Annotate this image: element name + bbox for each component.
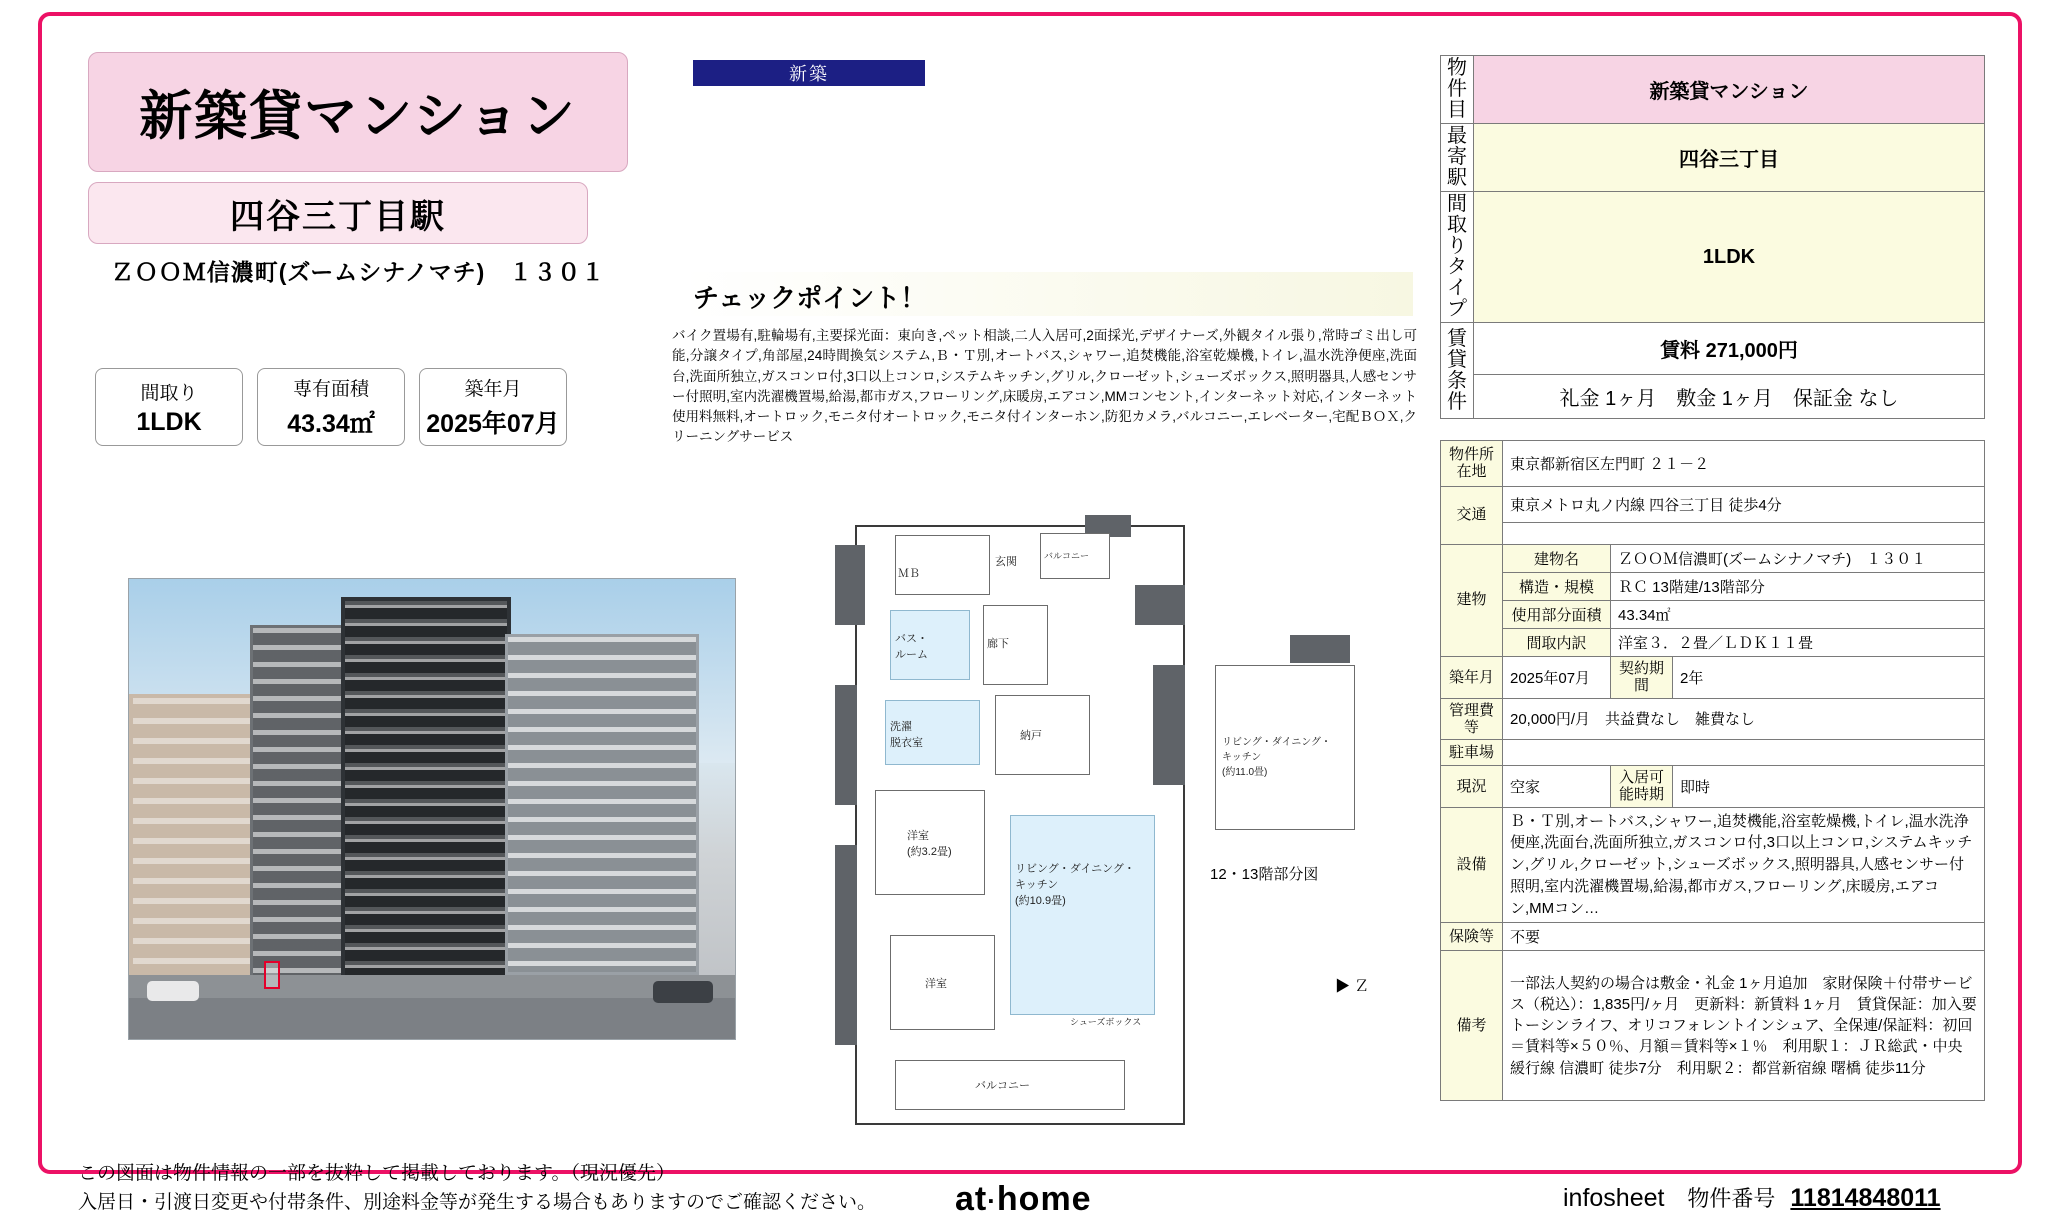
detail-term: 2年 [1673, 657, 1985, 699]
detail-row-insurance [1441, 923, 1985, 951]
detail-area: 43.34㎡ [1611, 601, 1985, 629]
detail-label-transport: 交通 [1441, 487, 1503, 545]
summary-row-station [1441, 124, 1985, 192]
summary-row-type [1441, 192, 1985, 323]
athome-logo: at·home [955, 1180, 1092, 1218]
spec-builtdate-label: 築年月 [464, 379, 522, 400]
floorplan-sub-label-ldk: リビング・ダイニング・ キッチン (約11.0畳) [1222, 737, 1331, 778]
property-no-label: 物件番号 [1687, 1186, 1776, 1211]
detail-label-building: 建物 [1441, 545, 1503, 657]
detail-label-equipment: 設備 [1441, 807, 1503, 923]
station-text: 四谷三丁目駅 [230, 197, 446, 236]
detail-label-built: 築年月 [1441, 657, 1503, 699]
detail-row-address [1441, 441, 1985, 487]
floorplan-shaft-c [835, 845, 857, 1045]
detail-row-notes [1441, 951, 1985, 1101]
floorplan-label-washroom: 洗濯 脱衣室 [890, 721, 923, 749]
photo-car-left [147, 981, 199, 1001]
floorplan-sub-shaft [1290, 635, 1350, 663]
left-header [88, 52, 628, 285]
detail-equipment: Ｂ・Ｔ別,オートバス,シャワー,追焚機能,浴室乾燥機,トイレ,温水洗浄便座,洗面台,洗面所独立,ガスコンロ付,3口以上コンロ,システムキッチン,グリル,クローゼット,シューズボックス,照明器具,人感センサー付照明,室内洗濯機置場,給湯,都市ガス,フローリング,床暖房,エアコン,MMコン… [1503, 807, 1985, 923]
detail-notes: 一部法人契約の場合は敷金・礼金 1ヶ月追加 家財保険＋付帯サービス（税込）：1,835円/ヶ月 更新料：新賃料 1ヶ月 賃貸保証：加入要 トーシンライフ、オリコフォレントインシュア、全保連/保証料：初回＝賃料等×５０％、月額＝賃料等×１％ 利用駅１：ＪＲ総武・中央緩行線 信濃町 徒歩7分 利用駅２：都営新宿線 曙橋 徒歩11分 [1503, 951, 1985, 1101]
exterior-photo [128, 578, 736, 1040]
detail-label-area: 使用部分面積 [1503, 601, 1611, 629]
spec-builtdate-value: 2025年07月 [426, 410, 560, 438]
floorplan-compass: ▶ Ｚ [1335, 978, 1370, 995]
detail-bldgname: ＺＯＯＭ信濃町(ズームシナノマチ) １３０１ [1611, 545, 1985, 573]
detail-row-status [1441, 766, 1985, 808]
detail-transport-extra [1503, 523, 1985, 545]
summary-layout-type: 1LDK [1474, 192, 1985, 323]
detail-built: 2025年07月 [1503, 657, 1611, 699]
summary-label-station: 最寄駅 [1441, 124, 1474, 192]
detail-label-notes: 備考 [1441, 951, 1503, 1101]
detail-row-equipment [1441, 807, 1985, 923]
photo-building-midleft [250, 625, 347, 984]
building-name: ＺＯＯＭ信濃町(ズームシナノマチ) １３０１ [110, 259, 606, 285]
infosheet-label: infosheet [1563, 1184, 1665, 1212]
floorplan-label-ldk: リビング・ダイニング・ キッチン (約10.9畳) [1015, 863, 1135, 907]
spec-layout [95, 368, 243, 446]
detail-row-transport [1441, 487, 1985, 523]
floorplan-ldk [1010, 815, 1155, 1015]
floorplan [835, 515, 1410, 1130]
summary-conditions: 礼金 1ヶ月 敷金 1ヶ月 保証金 なし [1474, 375, 1985, 419]
photo-road [129, 998, 735, 1039]
summary-table [1440, 55, 1985, 419]
detail-label-insurance: 保険等 [1441, 923, 1503, 951]
summary-station: 四谷三丁目 [1474, 124, 1985, 192]
summary-label-item: 物件目 [1441, 56, 1474, 124]
detail-row-area [1441, 601, 1985, 629]
summary-row-rent [1441, 323, 1985, 375]
floorplan-label-mb: ＭＢ [898, 568, 920, 580]
spec-layout-label: 間取り [140, 382, 198, 404]
spec-area-value: 43.34㎡ [287, 410, 375, 438]
summary-label-type: 間取りタイプ [1441, 192, 1474, 323]
detail-mgmtfee: 20,000円/月 共益費なし 雑費なし [1503, 698, 1985, 740]
checkpoint-body: バイク置場有,駐輪場有,主要採光面：東向き,ペット相談,二人入居可,2面採光,デザイナーズ,外観タイル張り,常時ゴミ出し可能,分譲タイプ,角部屋,24時間換気システム,Ｂ・Ｔ別,オートバス,シャワー,追焚機能,浴室乾燥機,トイレ,温水洗浄便座,洗面台,洗面所独立,ガスコンロ付,3口以上コンロ,システムキッチン,グリル,クローゼット,シューズボックス,照明器具,人感センサー付照明,室内洗濯機置場,給湯,都市ガス,フローリング,床暖房,エアコン,MMコンセント,インターネット対応,インターネット使用料無料,オートロック,モニタ付オートロック,モニタ付インターホン,防犯カメラ,バルコニー,エレベーター,宅配ＢＯＸ,クリーニングサービス [672, 328, 1417, 445]
detail-insurance: 不要 [1503, 923, 1985, 951]
spec-area-label: 専有面積 [292, 379, 369, 400]
new-badge: 新築 [693, 60, 925, 86]
detail-label-address: 物件所在地 [1441, 441, 1503, 487]
photo-building-right [505, 634, 699, 974]
station-box [88, 182, 588, 244]
floorplan-label-storage: 納戸 [1020, 730, 1042, 742]
floorplan-shaft-a [835, 545, 865, 625]
property-no-value: 11814848011 [1790, 1184, 1941, 1212]
detail-row-building-name [1441, 545, 1985, 573]
detail-available: 即時 [1673, 766, 1985, 808]
detail-address: 東京都新宿区左門町 ２１－２ [1503, 441, 1985, 487]
footer-infosheet [1563, 1182, 1941, 1213]
summary-rent: 賃料 271,000円 [1474, 323, 1985, 375]
floorplan-label-bath: バス・ ルーム [895, 633, 928, 661]
detail-row-parking [1441, 740, 1985, 766]
floorplan-label-balcony-top: バルコニー [1044, 551, 1090, 561]
photo-building-left [129, 694, 256, 979]
summary-title: 新築貸マンション [1474, 56, 1985, 124]
detail-transport: 東京メトロ丸ノ内線 四谷三丁目 徒歩4分 [1503, 487, 1985, 523]
photo-building-main [341, 597, 511, 983]
checkpoint-title: チェックポイント！ [693, 283, 927, 313]
floorplan-label-shoebox: シューズボックス [1070, 1017, 1142, 1027]
spec-area [257, 368, 405, 446]
detail-structure: ＲＣ 13階建/13階部分 [1611, 573, 1985, 601]
spec-layout-value: 1LDK [136, 407, 202, 436]
floorplan-label-corridor: 廊下 [987, 638, 1009, 650]
floorplan-label-balcony-bottom: バルコニー [975, 1080, 1030, 1092]
detail-status: 空家 [1503, 766, 1611, 808]
floorplan-caption: 12・13階部分図 [1210, 866, 1319, 883]
detail-label-parking: 駐車場 [1441, 740, 1503, 766]
photo-location-marker [264, 961, 280, 989]
detail-label-layoutbreak: 間取内訳 [1503, 629, 1611, 657]
detail-row-built [1441, 657, 1985, 699]
headline-box [88, 52, 628, 172]
detail-label-term: 契約期間 [1611, 657, 1673, 699]
detail-label-status: 現況 [1441, 766, 1503, 808]
detail-row-structure [1441, 573, 1985, 601]
floorplan-label-room-west: 洋室 (約3.2畳) [907, 830, 952, 858]
floorplan-shaft-d [1135, 585, 1185, 625]
detail-row-layoutbreak [1441, 629, 1985, 657]
photo-car-right [653, 981, 713, 1003]
detail-label-available: 入居可能時期 [1611, 766, 1673, 808]
detail-row-transport-blank [1441, 523, 1985, 545]
floorplan-label-room-south: 洋室 [925, 978, 947, 990]
compass-letter: Ｚ [1354, 978, 1370, 995]
floorplan-sub-diagram [1210, 635, 1385, 855]
detail-label-bldgname: 建物名 [1503, 545, 1611, 573]
spec-row [95, 368, 567, 446]
headline-text: 新築貸マンション [139, 87, 577, 146]
summary-row-title [1441, 56, 1985, 124]
floorplan-label-entrance: 玄関 [995, 556, 1017, 568]
floorplan-shaft-e [1153, 665, 1185, 785]
summary-row-conditions [1441, 375, 1985, 419]
floorplan-storage [995, 695, 1090, 775]
spec-builtdate [419, 368, 567, 446]
detail-table [1440, 440, 1985, 1101]
summary-label-terms: 賃貸条件 [1441, 323, 1474, 419]
footer-disclaimer-line1: この図面は物件情報の一部を抜粋して掲載しております。（現況優先） [78, 1163, 675, 1184]
detail-layoutbreak: 洋室３．２畳／ＬＤＫ１１畳 [1611, 629, 1985, 657]
detail-label-mgmtfee: 管理費等 [1441, 698, 1503, 740]
detail-parking [1503, 740, 1985, 766]
detail-row-mgmtfee [1441, 698, 1985, 740]
floorplan-shaft-b [835, 685, 857, 805]
footer-disclaimer-line2: 入居日・引渡日変更や付帯条件、別途料金等が発生する場合もありますのでご確認ください。 [78, 1191, 877, 1213]
footer-disclaimer [78, 1160, 876, 1217]
detail-label-structure: 構造・規模 [1503, 573, 1611, 601]
